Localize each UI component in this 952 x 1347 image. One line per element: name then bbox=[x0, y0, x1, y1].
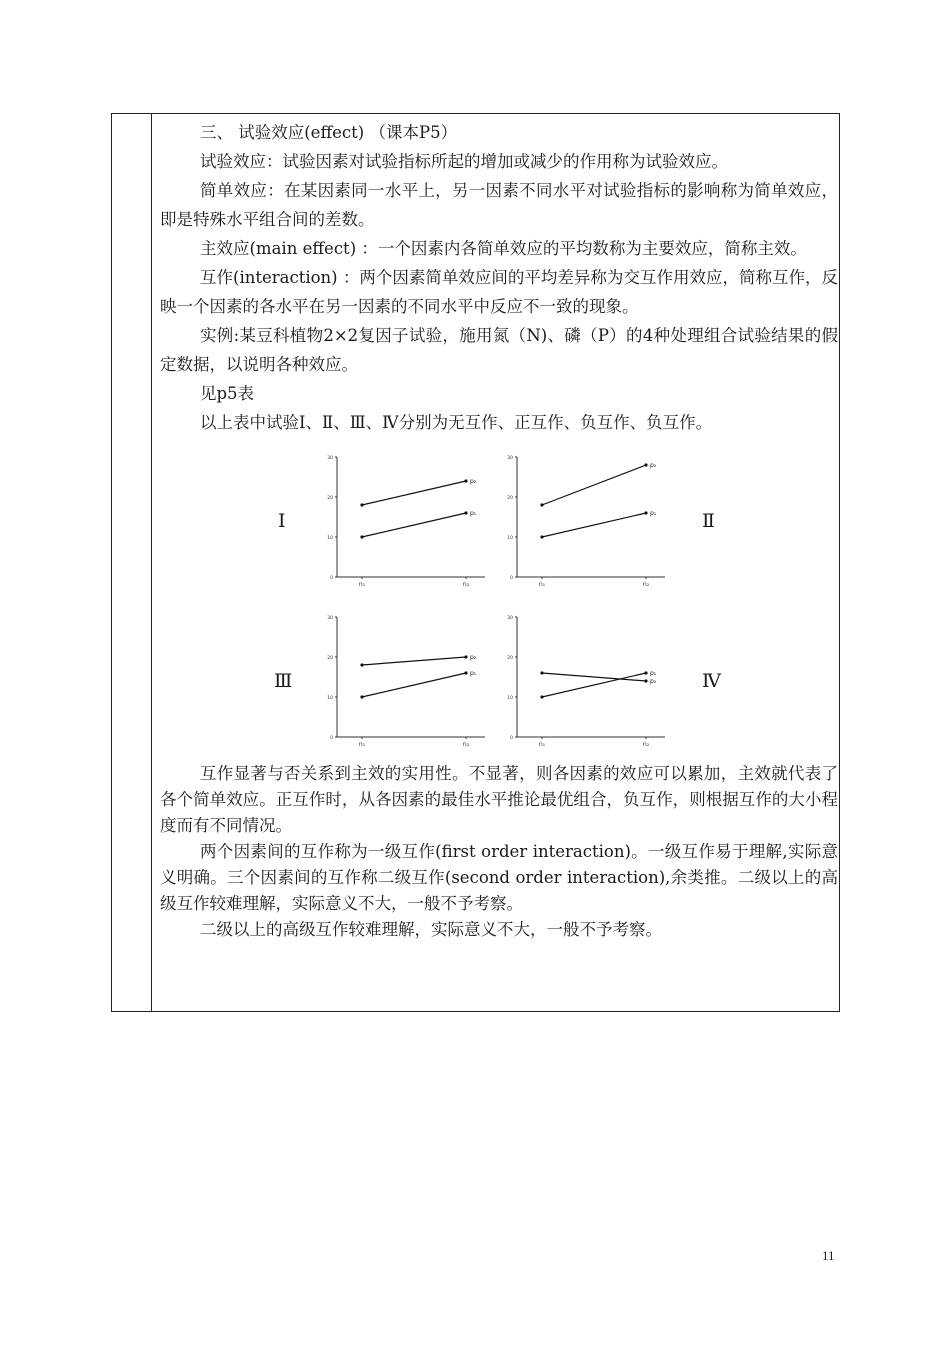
y-tick-label: 20 bbox=[327, 656, 333, 661]
y-tick-label: 30 bbox=[507, 456, 513, 461]
x-tick-label: n₁ bbox=[538, 741, 546, 748]
y-tick-label: 0 bbox=[510, 736, 513, 741]
y-tick-label: 0 bbox=[510, 576, 513, 581]
data-point bbox=[644, 671, 647, 674]
data-point bbox=[540, 503, 543, 506]
y-tick-label: 20 bbox=[507, 656, 513, 661]
table-frame bbox=[111, 113, 840, 1012]
paragraph-see-table: 见p5表 bbox=[200, 384, 255, 403]
series-line-2 bbox=[362, 513, 466, 537]
y-tick-label: 0 bbox=[330, 576, 333, 581]
data-point bbox=[464, 655, 467, 658]
chart-label-iv: Ⅳ bbox=[702, 670, 721, 692]
series-label: p₂ bbox=[470, 654, 477, 661]
data-point bbox=[360, 695, 363, 698]
paragraph-main-effect: 主效应(main effect) ：一个因素内各简单效应的平均数称为主要效应，简称主效。 bbox=[200, 239, 807, 258]
series-line-1 bbox=[362, 657, 466, 665]
chart-3 bbox=[320, 607, 505, 757]
y-tick-label: 10 bbox=[327, 536, 333, 541]
chart-label-ii: Ⅱ bbox=[702, 510, 715, 532]
charts-area bbox=[160, 439, 838, 761]
y-tick-label: 10 bbox=[507, 696, 513, 701]
y-tick-label: 20 bbox=[327, 496, 333, 501]
y-tick-label: 0 bbox=[330, 736, 333, 741]
paragraph-summary: 以上表中试验Ⅰ、Ⅱ、Ⅲ、Ⅳ分别为无互作、正互作、负互作、负互作。 bbox=[200, 413, 713, 432]
data-point bbox=[464, 671, 467, 674]
x-tick-label: n₁ bbox=[358, 741, 366, 748]
data-point bbox=[644, 679, 647, 682]
data-point bbox=[464, 511, 467, 514]
chart-1 bbox=[320, 447, 505, 597]
paragraph-simple-effect: 简单效应：在某因素同一水平上，另一因素不同水平对试验指标的影响称为简单效应，即是特殊水平组合间的差数。 bbox=[160, 181, 838, 229]
content-cell bbox=[160, 118, 838, 943]
section-heading: 三、 试验效应(effect) （课本P5） bbox=[200, 123, 458, 142]
data-point bbox=[540, 695, 543, 698]
y-tick-label: 10 bbox=[507, 536, 513, 541]
data-point bbox=[644, 463, 647, 466]
chart-label-i: Ⅰ bbox=[278, 510, 286, 532]
data-point bbox=[540, 535, 543, 538]
data-point bbox=[360, 503, 363, 506]
chart-2 bbox=[500, 447, 685, 597]
series-label: p₁ bbox=[650, 510, 657, 517]
series-label: p₂ bbox=[470, 478, 477, 485]
series-label: p₂ bbox=[650, 678, 657, 685]
series-label: p₁ bbox=[470, 510, 477, 517]
series-line-2 bbox=[362, 673, 466, 697]
chart-label-iii: Ⅲ bbox=[274, 670, 293, 692]
x-tick-label: n₂ bbox=[462, 741, 470, 748]
x-tick-label: n₁ bbox=[358, 581, 366, 588]
series-label: p₂ bbox=[650, 462, 657, 469]
series-line-1 bbox=[542, 465, 646, 505]
series-line-2 bbox=[542, 513, 646, 537]
paragraph-higher-order: 二级以上的高级互作较难理解，实际意义不大，一般不予考察。 bbox=[200, 920, 662, 939]
data-point bbox=[464, 479, 467, 482]
y-tick-label: 20 bbox=[507, 496, 513, 501]
x-tick-label: n₂ bbox=[642, 581, 650, 588]
data-point bbox=[360, 663, 363, 666]
series-label: p₁ bbox=[470, 670, 477, 677]
paragraph-interaction: 互作(interaction) ：两个因素简单效应间的平均差异称为交互作用效应，简称互作，反映一个因素的各水平在另一因素的不同水平中反应不一致的现象。 bbox=[160, 268, 838, 316]
series-label: p₁ bbox=[650, 670, 657, 677]
y-tick-label: 30 bbox=[327, 616, 333, 621]
series-line-1 bbox=[362, 481, 466, 505]
paragraph-effect: 试验效应：试验因素对试验指标所起的增加或减少的作用称为试验效应。 bbox=[200, 152, 728, 171]
data-point bbox=[360, 535, 363, 538]
page-number: 11 bbox=[822, 1248, 835, 1263]
data-point bbox=[644, 511, 647, 514]
y-tick-label: 30 bbox=[327, 456, 333, 461]
paragraph-example: 实例:某豆科植物2×2复因子试验，施用氮（N)、磷（P）的4种处理组合试验结果的假定数据，以说明各种效应。 bbox=[160, 326, 838, 374]
data-point bbox=[540, 671, 543, 674]
left-column bbox=[112, 114, 152, 1011]
paragraph-first-order: 两个因素间的互作称为一级互作(first order interaction)。一级互作易于理解,实际意义明确。三个因素间的互作称二级互作(second order interaction),余类推。二级以上的高级互作较难理解，实际意义不大，一般不予考察。 bbox=[160, 842, 838, 913]
y-tick-label: 10 bbox=[327, 696, 333, 701]
y-tick-label: 30 bbox=[507, 616, 513, 621]
x-tick-label: n₂ bbox=[642, 741, 650, 748]
chart-4 bbox=[500, 607, 685, 757]
paragraph-significance: 互作显著与否关系到主效的实用性。不显著，则各因素的效应可以累加，主效就代表了各个简单效应。正互作时，从各因素的最佳水平推论最优组合，负互作，则根据互作的大小程度而有不同情况。 bbox=[160, 764, 838, 835]
x-tick-label: n₂ bbox=[462, 581, 470, 588]
x-tick-label: n₁ bbox=[538, 581, 546, 588]
